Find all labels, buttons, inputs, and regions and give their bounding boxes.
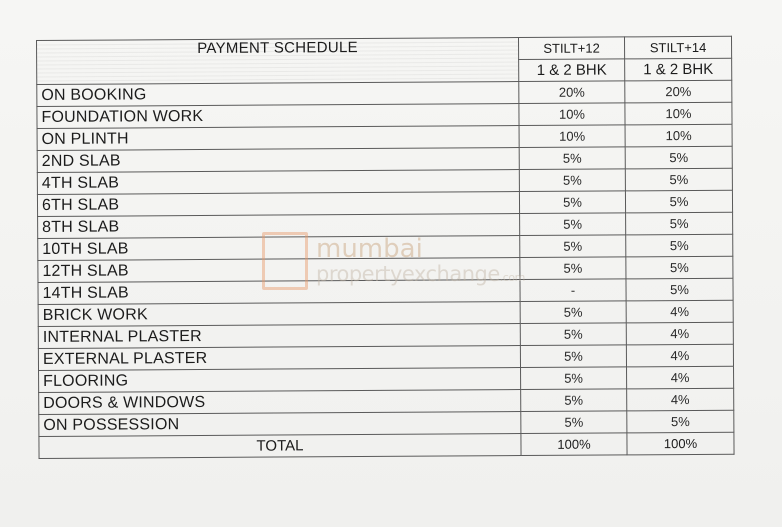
value-stilt-12: 5% [519, 191, 625, 214]
stage-label: 8TH SLAB [38, 214, 520, 239]
column-header-config-b: 1 & 2 BHK [625, 58, 732, 81]
payment-schedule-table [36, 36, 735, 459]
stage-label: FLOORING [39, 368, 521, 393]
value-stilt-14: 4% [626, 344, 733, 367]
value-stilt-14: 5% [627, 410, 734, 433]
column-header-config-a: 1 & 2 BHK [519, 59, 625, 82]
value-stilt-12: 5% [521, 411, 627, 434]
stage-label: ON BOOKING [37, 82, 519, 107]
total-stilt-14: 100% [627, 432, 734, 455]
value-stilt-12: 5% [520, 213, 626, 236]
value-stilt-14: 5% [625, 190, 732, 213]
value-stilt-12: 5% [520, 257, 626, 280]
value-stilt-12: - [520, 279, 626, 302]
value-stilt-12: 5% [521, 389, 627, 412]
value-stilt-14: 5% [626, 256, 733, 279]
value-stilt-12: 10% [519, 103, 625, 126]
value-stilt-12: 20% [519, 81, 625, 104]
value-stilt-14: 4% [626, 322, 733, 345]
value-stilt-12: 5% [519, 147, 625, 170]
stage-label: DOORS & WINDOWS [39, 390, 521, 415]
stage-label: INTERNAL PLASTER [38, 324, 520, 349]
total-row [39, 432, 734, 458]
value-stilt-14: 4% [626, 300, 733, 323]
total-stilt-12: 100% [521, 433, 627, 456]
value-stilt-12: 5% [521, 367, 627, 390]
stage-label: ON POSSESSION [39, 412, 521, 437]
stage-label: EXTERNAL PLASTER [38, 346, 520, 371]
stage-label: ON PLINTH [37, 126, 519, 151]
watermark-line1: mumbai [316, 234, 423, 264]
stage-label: 6TH SLAB [37, 192, 519, 217]
total-label: TOTAL [39, 434, 521, 459]
value-stilt-14: 5% [626, 234, 733, 257]
column-header-tower-b: STILT+14 [624, 36, 731, 59]
stage-label: BRICK WORK [38, 302, 520, 327]
value-stilt-14: 5% [625, 146, 732, 169]
value-stilt-12: 5% [520, 345, 626, 368]
value-stilt-12: 5% [520, 235, 626, 258]
watermark-suffix: .com [499, 271, 525, 284]
stage-label: 4TH SLAB [37, 170, 519, 195]
watermark-line2-text: propertyexchange [316, 262, 500, 286]
value-stilt-12: 5% [519, 169, 625, 192]
value-stilt-12: 5% [520, 323, 626, 346]
stage-label: FOUNDATION WORK [37, 104, 519, 129]
stage-label: 2ND SLAB [37, 148, 519, 173]
stage-label: 12TH SLAB [38, 258, 520, 283]
value-stilt-12: 10% [519, 125, 625, 148]
value-stilt-14: 4% [627, 388, 734, 411]
stage-label: 10TH SLAB [38, 236, 520, 261]
value-stilt-14: 10% [625, 102, 732, 125]
value-stilt-14: 20% [625, 80, 732, 103]
value-stilt-12: 5% [520, 301, 626, 324]
value-stilt-14: 10% [625, 124, 732, 147]
column-header-tower-a: STILT+12 [518, 37, 624, 60]
value-stilt-14: 5% [625, 168, 732, 191]
table-title: PAYMENT SCHEDULE [37, 38, 519, 85]
stage-label: 14TH SLAB [38, 280, 520, 305]
value-stilt-14: 5% [626, 212, 733, 235]
value-stilt-14: 5% [626, 278, 733, 301]
value-stilt-14: 4% [627, 366, 734, 389]
